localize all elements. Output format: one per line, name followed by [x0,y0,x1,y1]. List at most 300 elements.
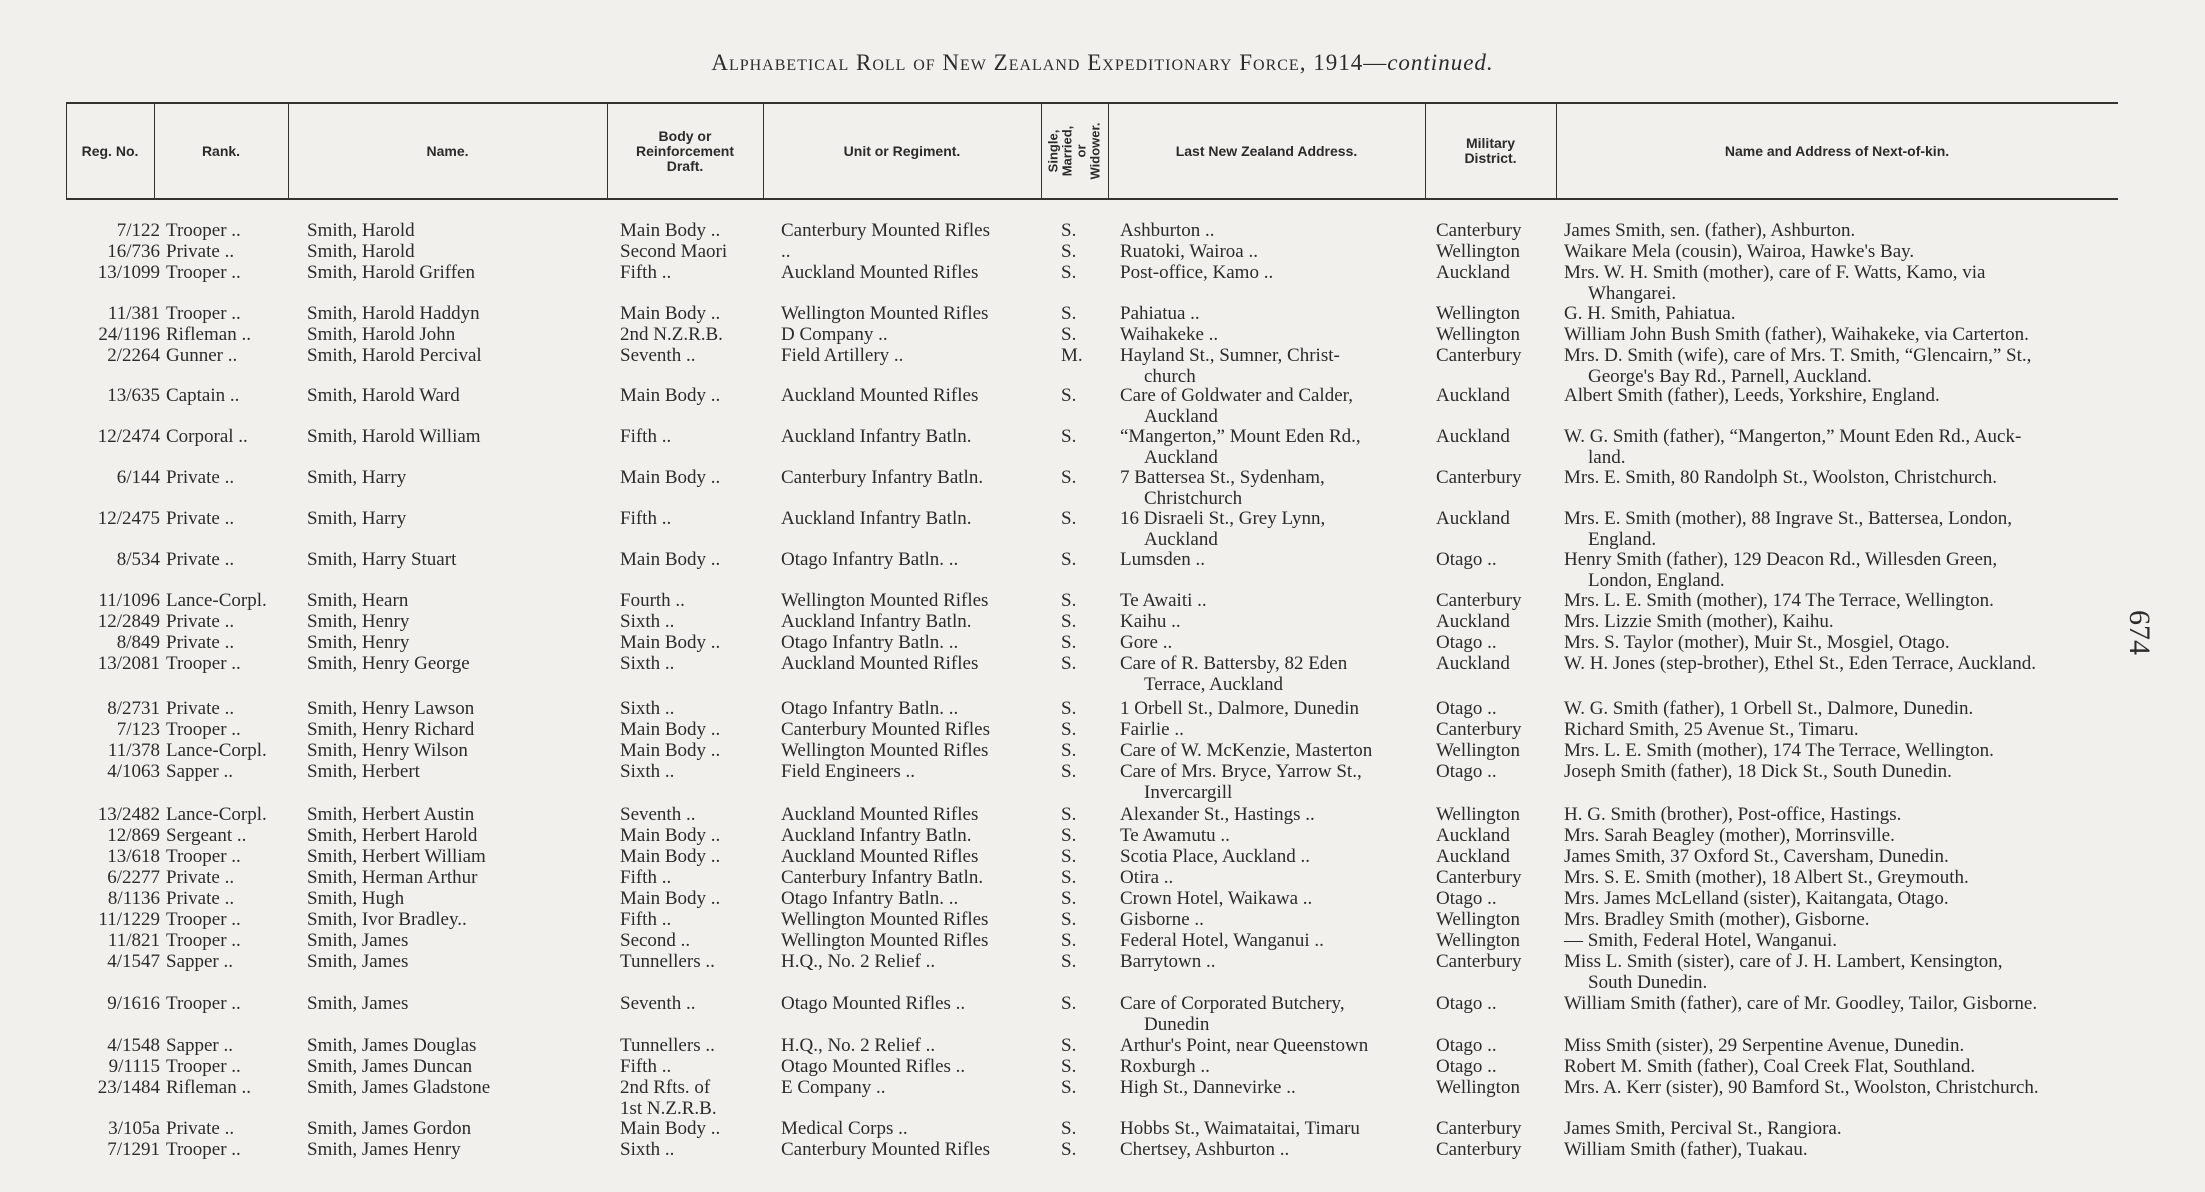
row-kin [1564,324,2114,345]
row-unit [781,761,915,782]
row-status-text: S. [1061,549,1077,570]
row-unit-text: E Company .. [781,1077,886,1098]
row-reg-no [66,426,160,447]
row-kin-text: Mrs. Sarah Beagley (mother), Morrinsville. [1564,825,1895,846]
row-district-text: Otago .. [1436,1056,1497,1077]
row-reg-no-text: 6/2277 [107,867,160,888]
row-address-text: 7 Battersea St., Sydenham, [1120,467,1325,488]
row-district [1436,653,1510,674]
row-status-text: S. [1061,909,1077,930]
header-rank: Rank. [201,142,241,159]
row-reg-no-text: 11/381 [107,303,160,324]
row-name-text: Smith, Henry Lawson [307,698,475,719]
row-body-text: Main Body .. [620,549,721,570]
row-rank [166,220,241,241]
row-district-text: Canterbury [1436,345,1522,366]
row-address [1120,951,1410,972]
row-unit [781,740,988,761]
row-name-text: Smith, James Gladstone [307,1077,491,1098]
row-district [1436,508,1510,529]
row-district [1436,426,1510,447]
row-rank [166,846,241,867]
row-reg-no [66,508,160,529]
row-body [620,825,720,846]
header-district: Military District. [1464,135,1517,166]
row-unit [781,993,965,1014]
row-status-text: S. [1061,719,1077,740]
row-name-text: Smith, Harold William [307,426,481,447]
row-body [620,804,695,825]
row-body-text: Main Body .. [620,220,721,241]
row-district-text: Canterbury [1436,1118,1522,1139]
row-body-continuation: 1st N.Z.R.B. [620,1098,717,1119]
row-name-text: Smith, Henry Richard [307,719,475,740]
row-status [1061,740,1076,761]
row-reg-no [66,385,160,406]
row-address-text: Barrytown .. [1120,951,1216,972]
row-kin-text: Mrs. D. Smith (wife), care of Mrs. T. Smith, “Glencairn,” St., [1564,345,2032,366]
row-status-text: S. [1061,611,1077,632]
row-reg-no-text: 13/635 [107,385,160,406]
row-rank [166,549,234,570]
row-kin [1564,241,2114,262]
row-address [1120,867,1410,888]
row-name [307,632,409,653]
row-kin-continuation: London, England. [1588,570,1725,591]
row-body-text: Seventh .. [620,345,696,366]
row-district [1436,632,1497,653]
row-kin-text: Mrs. L. E. Smith (mother), 174 The Terrace, Wellington. [1564,590,1994,611]
row-kin [1564,698,2114,719]
row-kin-text: Richard Smith, 25 Avenue St., Timaru. [1564,719,1859,740]
row-district [1436,1077,1520,1098]
row-rank [166,698,234,719]
row-body-text: Main Body .. [620,825,721,846]
row-address-text: Scotia Place, Auckland .. [1120,846,1310,867]
row-rank [166,825,246,846]
row-address [1120,324,1410,345]
row-rank-text: Trooper .. [166,1139,241,1160]
row-reg-no-text: 8/534 [116,549,160,570]
row-district-text: Canterbury [1436,867,1522,888]
row-body-text: Main Body .. [620,719,721,740]
row-kin-text: Mrs. Lizzie Smith (mother), Kaihu. [1564,611,1834,632]
row-address-text: 16 Disraeli St., Grey Lynn, [1120,508,1326,529]
row-status-text: S. [1061,993,1077,1014]
row-name [307,611,409,632]
row-name-text: Smith, Harold John [307,324,456,345]
row-district-text: Auckland [1436,426,1510,447]
row-address [1120,549,1410,570]
row-status-text: M. [1061,345,1083,366]
row-kin-text: W. G. Smith (father), 1 Orbell St., Dalmore, Dunedin. [1564,698,1974,719]
row-name [307,508,406,529]
row-status-text: S. [1061,698,1077,719]
row-district [1436,345,1521,366]
row-reg-no-text: 11/1096 [98,590,160,611]
row-district [1436,888,1497,909]
row-kin-text: H. G. Smith (brother), Post-office, Hastings. [1564,804,1902,825]
row-district [1436,590,1521,611]
row-reg-no [66,888,160,909]
row-kin [1564,1035,2114,1056]
row-body [620,508,671,529]
row-reg-no [66,1118,160,1139]
row-body [620,740,720,761]
row-district [1436,303,1520,324]
row-kin [1564,719,2114,740]
row-body [620,262,671,283]
row-rank-text: Lance-Corpl. [166,804,267,825]
row-address [1120,888,1410,909]
row-address-text: Hobbs St., Waimataitai, Timaru [1120,1118,1360,1139]
row-status-text: S. [1061,426,1077,447]
row-name-text: Smith, Herbert Austin [307,804,475,825]
title-suffix: continued. [1387,50,1494,75]
row-district [1436,719,1521,740]
row-unit [781,1118,908,1139]
row-status-text: S. [1061,632,1077,653]
row-body-text: Fourth .. [620,590,685,611]
row-rank-text: Private .. [166,508,235,529]
row-name [307,220,415,241]
row-status [1061,385,1076,406]
row-district-text: Otago .. [1436,761,1497,782]
header-status-text: Single, Married, or Widower. [1045,122,1103,180]
row-unit-text: Wellington Mounted Rifles [781,740,989,761]
row-address [1120,719,1410,740]
row-rank [166,740,267,761]
row-address [1120,909,1410,930]
row-status-text: S. [1061,262,1077,283]
row-reg-no-text: 23/1484 [97,1077,160,1098]
row-status [1061,549,1076,570]
row-unit-text: Otago Infantry Batln. .. [781,698,959,719]
row-reg-no-text: 7/1291 [107,1139,160,1160]
row-unit [781,1035,935,1056]
row-address [1120,345,1410,387]
row-body-text: Sixth .. [620,698,675,719]
row-unit [781,611,971,632]
row-kin [1564,761,2114,782]
row-status [1061,220,1076,241]
row-district [1436,761,1497,782]
row-name [307,867,477,888]
row-name-text: Smith, Harry Stuart [307,549,457,570]
row-body [620,385,720,406]
row-body-text: Main Body .. [620,846,721,867]
row-body-text: Second Maori [620,241,728,262]
row-kin [1564,867,2114,888]
row-rank [166,1139,241,1160]
row-district-text: Wellington [1436,740,1520,761]
row-rank [166,993,241,1014]
row-reg-no-text: 12/2475 [97,508,160,529]
row-name [307,1077,490,1098]
row-name [307,909,467,930]
row-status [1061,1056,1076,1077]
row-name-text: Smith, Hearn [307,590,409,611]
row-kin [1564,632,2114,653]
row-unit-text: D Company .. [781,324,888,345]
row-unit [781,888,958,909]
row-address-text: Crown Hotel, Waikawa .. [1120,888,1313,909]
row-address [1120,303,1410,324]
row-address-text: High St., Dannevirke .. [1120,1077,1296,1098]
row-district-text: Canterbury [1436,719,1522,740]
header-body: Body or Reinforcement Draft. [635,127,735,174]
row-name-text: Smith, Henry George [307,653,470,674]
row-unit-text: Auckland Mounted Rifles [781,846,979,867]
row-unit [781,825,971,846]
row-district [1436,467,1521,488]
row-body [620,345,695,366]
row-status [1061,804,1076,825]
row-kin-text: Joseph Smith (father), 18 Dick St., South Dunedin. [1564,761,1952,782]
row-district-text: Canterbury [1436,590,1522,611]
row-kin-text: Mrs. E. Smith, 80 Randolph St., Woolston, Christchurch. [1564,467,1998,488]
row-rank [166,909,241,930]
row-body-text: Fifth .. [620,867,672,888]
row-address-text: Ashburton .. [1120,220,1215,241]
row-status [1061,345,1083,366]
row-kin [1564,1118,2114,1139]
row-body-text: Sixth .. [620,611,675,632]
row-status [1061,698,1076,719]
row-address-text: Fairlie .. [1120,719,1184,740]
row-district-text: Otago .. [1436,632,1497,653]
row-rank-text: Trooper .. [166,1056,241,1077]
row-reg-no-text: 12/2849 [97,611,160,632]
row-reg-no [66,345,160,366]
row-district [1436,262,1510,283]
row-status [1061,467,1076,488]
row-body [620,632,720,653]
row-kin-text: Mrs. Bradley Smith (mother), Gisborne. [1564,909,1870,930]
row-name [307,804,474,825]
row-district [1436,909,1520,930]
row-address-continuation: Terrace, Auckland [1144,674,1283,695]
row-district-text: Wellington [1436,1077,1520,1098]
row-district [1436,385,1510,406]
row-status [1061,930,1076,951]
row-reg-no-text: 9/1115 [108,1056,160,1077]
row-name [307,345,482,366]
row-rank [166,1056,241,1077]
row-name-text: Smith, James [307,930,409,951]
row-address-text: Gisborne .. [1120,909,1204,930]
row-address-text: Care of R. Battersby, 82 Eden [1120,653,1348,674]
row-reg-no-text: 13/2482 [97,804,160,825]
row-status [1061,867,1076,888]
row-name-text: Smith, Herbert [307,761,420,782]
row-status [1061,825,1076,846]
row-rank [166,303,241,324]
row-district-text: Canterbury [1436,220,1522,241]
row-kin-text: Mrs. A. Kerr (sister), 90 Bamford St., Woolston, Christchurch. [1564,1077,2039,1098]
row-name-text: Smith, Harold Haddyn [307,303,480,324]
row-kin-text: Mrs. James McLelland (sister), Kaitangata, Otago. [1564,888,1949,909]
row-address [1120,930,1410,951]
row-reg-no-text: 13/1099 [97,262,160,283]
row-status [1061,426,1076,447]
row-address-text: Care of Mrs. Bryce, Yarrow St., [1120,761,1362,782]
row-body-text: Main Body .. [620,632,721,653]
row-rank-text: Private .. [166,611,235,632]
header-unit: Unit or Regiment. [843,142,961,159]
row-kin [1564,804,2114,825]
row-reg-no-text: 9/1616 [107,993,160,1014]
row-name [307,1056,472,1077]
row-rank-text: Sapper .. [166,951,234,972]
row-status-text: S. [1061,508,1077,529]
row-name-text: Smith, James Henry [307,1139,461,1160]
row-rank [166,590,267,611]
row-address-text: Te Awamutu .. [1120,825,1230,846]
row-district-text: Auckland [1436,846,1510,867]
row-unit-text: Auckland Infantry Batln. [781,508,972,529]
row-address [1120,426,1410,468]
row-name [307,1035,476,1056]
row-kin [1564,1139,2114,1160]
row-body [620,220,720,241]
row-status [1061,1035,1076,1056]
row-rank-text: Trooper .. [166,909,241,930]
row-district-text: Auckland [1436,385,1510,406]
row-status-text: S. [1061,804,1077,825]
row-kin-continuation: England. [1588,529,1657,550]
row-reg-no-text: 11/378 [107,740,160,761]
row-body-text: 2nd N.Z.R.B. [620,324,723,345]
row-address [1120,262,1410,283]
row-reg-no-text: 8/2731 [107,698,160,719]
row-kin-text: Albert Smith (father), Leeds, Yorkshire, England. [1564,385,1940,406]
row-reg-no-text: 3/105a [108,1118,160,1139]
row-unit-text: Otago Infantry Batln. .. [781,888,959,909]
row-unit-text: Wellington Mounted Rifles [781,590,989,611]
row-unit [781,653,978,674]
row-body-text: Seventh .. [620,804,696,825]
row-reg-no [66,324,160,345]
row-unit-text: Canterbury Infantry Batln. [781,867,984,888]
row-rank [166,888,234,909]
row-unit [781,345,903,366]
row-reg-no [66,740,160,761]
row-body-text: Seventh .. [620,993,696,1014]
row-rank [166,345,237,366]
row-rank-text: Gunner .. [166,345,238,366]
row-address-text: Post-office, Kamo .. [1120,262,1274,283]
row-district [1436,324,1520,345]
header-reg-no: Reg. No. [81,142,139,159]
row-kin-text: Mrs. W. H. Smith (mother), care of F. Watts, Kamo, via [1564,262,1986,283]
row-district [1436,993,1497,1014]
row-reg-no-text: 8/849 [116,632,160,653]
row-unit [781,867,983,888]
row-reg-no-text: 6/144 [116,467,160,488]
row-status [1061,653,1076,674]
row-kin-text: William Smith (father), care of Mr. Goodley, Tailor, Gisborne. [1564,993,2038,1014]
row-status-text: S. [1061,324,1077,345]
row-address [1120,1077,1410,1098]
row-reg-no [66,611,160,632]
row-name-text: Smith, James Duncan [307,1056,473,1077]
row-name-text: Smith, Herbert Harold [307,825,478,846]
row-rank-text: Sapper .. [166,761,234,782]
header-status [1041,104,1108,198]
row-name [307,385,460,406]
row-unit [781,1139,990,1160]
row-unit [781,303,988,324]
row-status [1061,241,1076,262]
row-body [620,590,685,611]
header-name: Name. [426,142,469,159]
row-address-text: Care of Goldwater and Calder, [1120,385,1353,406]
row-status-text: S. [1061,825,1077,846]
row-name [307,653,470,674]
row-status [1061,590,1076,611]
row-reg-no [66,303,160,324]
row-district-text: Otago .. [1436,888,1497,909]
row-reg-no-text: 13/618 [107,846,160,867]
row-unit [781,930,988,951]
row-status-text: S. [1061,220,1077,241]
row-rank [166,426,248,447]
row-district [1436,549,1497,570]
row-rank-text: Corporal .. [166,426,248,447]
row-district [1436,825,1510,846]
row-body [620,761,674,782]
row-district [1436,951,1521,972]
row-name-text: Smith, Harold Griffen [307,262,475,283]
row-body-text: Main Body .. [620,888,721,909]
row-status [1061,1118,1076,1139]
row-kin-text: W. H. Jones (step-brother), Ethel St., Eden Terrace, Auckland. [1564,653,2036,674]
row-unit-text: H.Q., No. 2 Relief .. [781,951,936,972]
row-body [620,909,671,930]
row-kin [1564,1077,2114,1098]
row-address [1120,1035,1410,1056]
row-rank-text: Trooper .. [166,993,241,1014]
row-kin-continuation: George's Bay Rd., Parnell, Auckland. [1588,366,1872,387]
row-rank [166,1035,233,1056]
row-address [1120,825,1410,846]
row-body [620,303,720,324]
row-district [1436,220,1521,241]
row-address [1120,653,1410,695]
row-kin-text: Henry Smith (father), 129 Deacon Rd., Willesden Green, [1564,549,1998,570]
row-unit [781,467,983,488]
row-kin-text: James Smith, Percival St., Rangiora. [1564,1118,1842,1139]
row-unit-text: .. [781,241,791,262]
row-rank [166,867,234,888]
row-reg-no [66,804,160,825]
row-body-text: 2nd Rfts. of [620,1077,711,1098]
row-name [307,951,408,972]
row-reg-no [66,1077,160,1098]
row-unit-text: Canterbury Infantry Batln. [781,467,984,488]
row-reg-no-text: 4/1063 [107,761,160,782]
row-reg-no [66,1035,160,1056]
row-name [307,303,480,324]
row-status-text: S. [1061,1056,1077,1077]
row-reg-no-text: 4/1548 [107,1035,160,1056]
row-rank [166,951,233,972]
row-address-text: Federal Hotel, Wanganui .. [1120,930,1324,951]
row-unit-text: Otago Mounted Rifles .. [781,993,966,1014]
row-body-text: Fifth .. [620,262,672,283]
title-text: Alphabetical Roll of New Zealand Expeditionary Force, 1914 [711,50,1364,75]
